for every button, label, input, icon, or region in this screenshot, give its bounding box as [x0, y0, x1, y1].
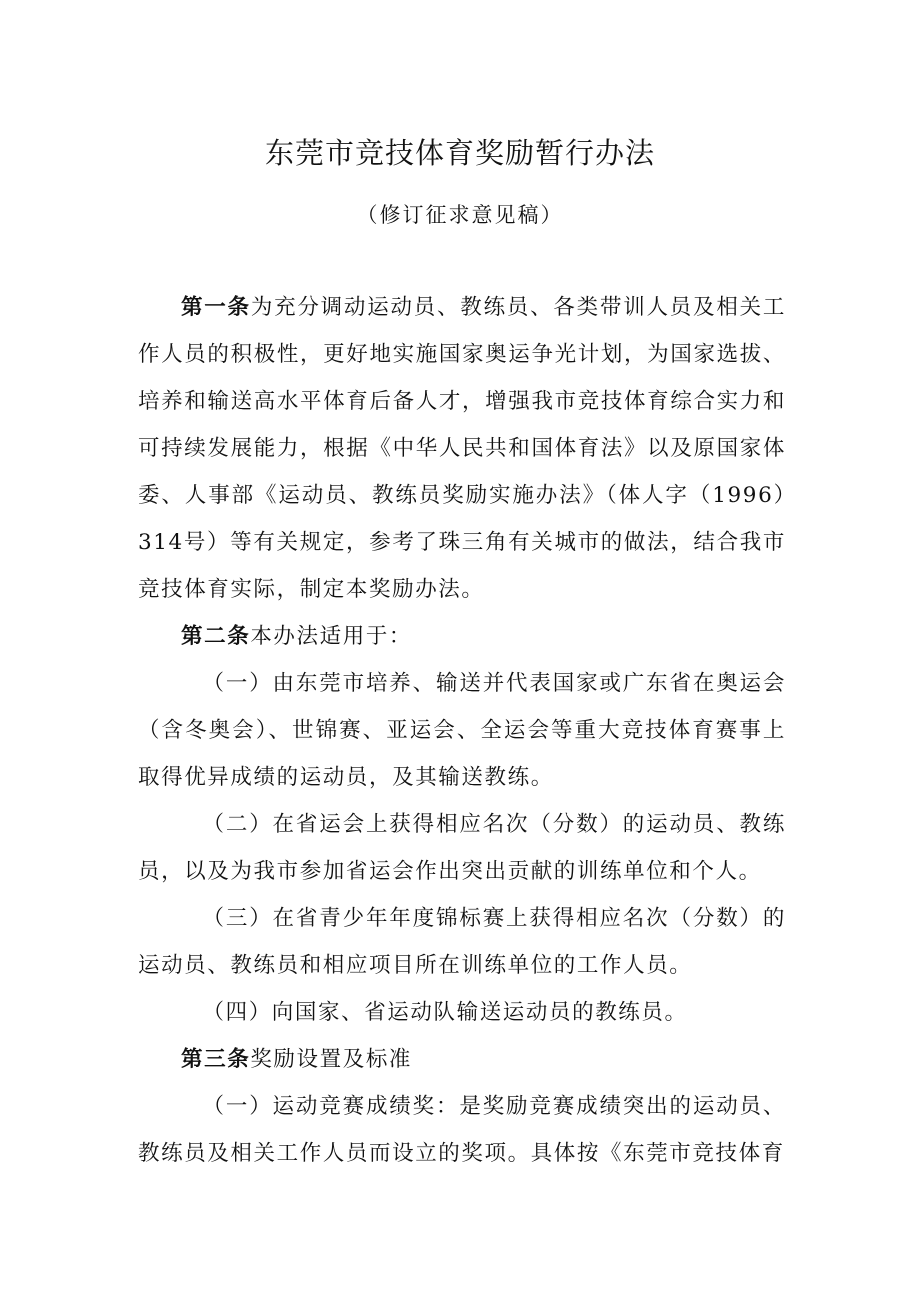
article-2-paragraph: [138, 613, 786, 660]
article-2-item-4: （四）向国家、省运动队输送运动员的教练员。: [202, 1000, 688, 1025]
article-1-text: 为充分调动运动员、教练员、各类带训人员及相关工作人员的积极性，更好地实施国家奥运争光计划，为国家选拔、培养和输送高水平体育后备人才，增强我市竞技体育综合实力和可持续发展能力，根据《中华人民共和国体育法》以及原国家体委、人事部《运动员、教练员奖励实施办法》（体人字（1996）314号）等有关规定，参考了珠三角有关城市的做法，结合我市竞技体育实际，制定本奖励办法。: [138, 295, 786, 602]
article-2-item-2: （二）在省运会上获得相应名次（分数）的运动员、教练员，以及为我市参加省运会作出突出贡献的训练单位和个人。: [138, 812, 786, 884]
document-subtitle: （修订征求意见稿）: [356, 203, 564, 227]
article-3-paragraph: [138, 1036, 786, 1083]
document-body: [138, 284, 786, 1177]
article-3-item-1: （一）运动竞赛成绩奖：是奖励竞赛成绩突出的运动员、教练员及相关工作人员而设立的奖项。具体按《东莞市竞技体育: [138, 1094, 786, 1166]
article-2-item-1: （一）由东莞市培养、输送并代表国家或广东省在奥运会（含冬奥会）、世锦赛、亚运会、全运会等重大竞技体育赛事上取得优异成绩的运动员，及其输送教练。: [138, 671, 786, 790]
article-1-heading: 第一条: [181, 295, 251, 320]
document-title: 东莞市竞技体育奖励暂行办法: [264, 136, 655, 170]
article-2-heading: 第二条: [181, 624, 251, 649]
article-3-text: 奖励设置及标准: [250, 1047, 413, 1072]
article-2-text: 本办法适用于：: [250, 624, 413, 649]
article-2-item-3: （三）在省青少年年度锦标赛上获得相应名次（分数）的运动员、教练员和相应项目所在训练单位的工作人员。: [138, 906, 786, 978]
article-3-heading: 第三条: [181, 1047, 251, 1072]
article-1-paragraph: [138, 284, 786, 613]
